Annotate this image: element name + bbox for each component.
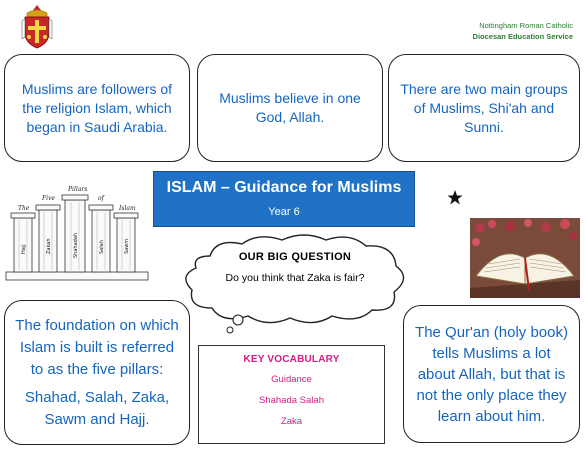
key-vocabulary-box: [198, 345, 385, 444]
pillar-label: Salah: [99, 240, 105, 254]
fact-card-followers-text: Muslims are followers of the religion Islam, which began in Saudi Arabia.: [21, 80, 173, 135]
vocabulary-heading: KEY VOCABULARY: [243, 354, 340, 365]
pillars-heading-word: Pillars: [68, 186, 88, 193]
pillar-label: Zakah: [46, 238, 52, 254]
org-line-2: Diocesan Education Service: [472, 32, 573, 41]
five-pillars-illustration: [2, 180, 152, 284]
fact-card-groups-text: There are two main groups of Muslims, Shi'ah and Sunni.: [400, 80, 568, 135]
crescent-star-icon: [421, 172, 469, 222]
page-title: [153, 171, 415, 227]
big-question-heading: OUR BIG QUESTION: [238, 251, 352, 263]
fact-card-one-god: [197, 54, 383, 162]
quran-card-text: The Qur'an (holy book) tells Muslims a lot about Allah, but that is not the only place they learn about him.: [415, 323, 568, 425]
fact-card-groups: [388, 54, 580, 162]
foundation-pillars: Shahad, Salah, Zaka, Sawm and Hajj.: [24, 388, 170, 428]
big-question: [200, 251, 390, 285]
pillars-heading-word: Islam: [119, 205, 136, 212]
diocese-crest-icon: [14, 3, 60, 49]
foundation-text: The foundation on which Islam is built is referred to as the five pillars:: [15, 316, 179, 378]
fact-card-foundation: [4, 300, 190, 445]
pillar-label: Sawm: [124, 238, 130, 254]
organisation-name: [473, 20, 573, 42]
big-question-text: Do you think that Zaka is fair?: [225, 272, 365, 284]
vocabulary-item: Zaka: [280, 416, 303, 427]
title-year: Year 6: [268, 206, 300, 218]
pillars-heading-word: The: [18, 205, 30, 212]
fact-card-quran: [403, 305, 580, 443]
fact-card-followers: [4, 54, 190, 162]
pillar-label: Hajj: [21, 244, 27, 254]
pillars-heading-word: of: [98, 195, 104, 202]
quran-photo: [470, 218, 580, 298]
pillars-heading-word: Five: [42, 195, 56, 202]
pillar-label: Shahadah: [73, 232, 79, 258]
fact-card-one-god-text: Muslims believe in one God, Allah.: [219, 90, 361, 125]
vocabulary-item: Guidance: [271, 374, 312, 385]
org-line-1: Nottingham Roman Catholic: [479, 21, 573, 30]
vocabulary-item: Shahada Salah: [259, 395, 324, 406]
title-main: ISLAM – Guidance for Muslims: [166, 179, 402, 196]
